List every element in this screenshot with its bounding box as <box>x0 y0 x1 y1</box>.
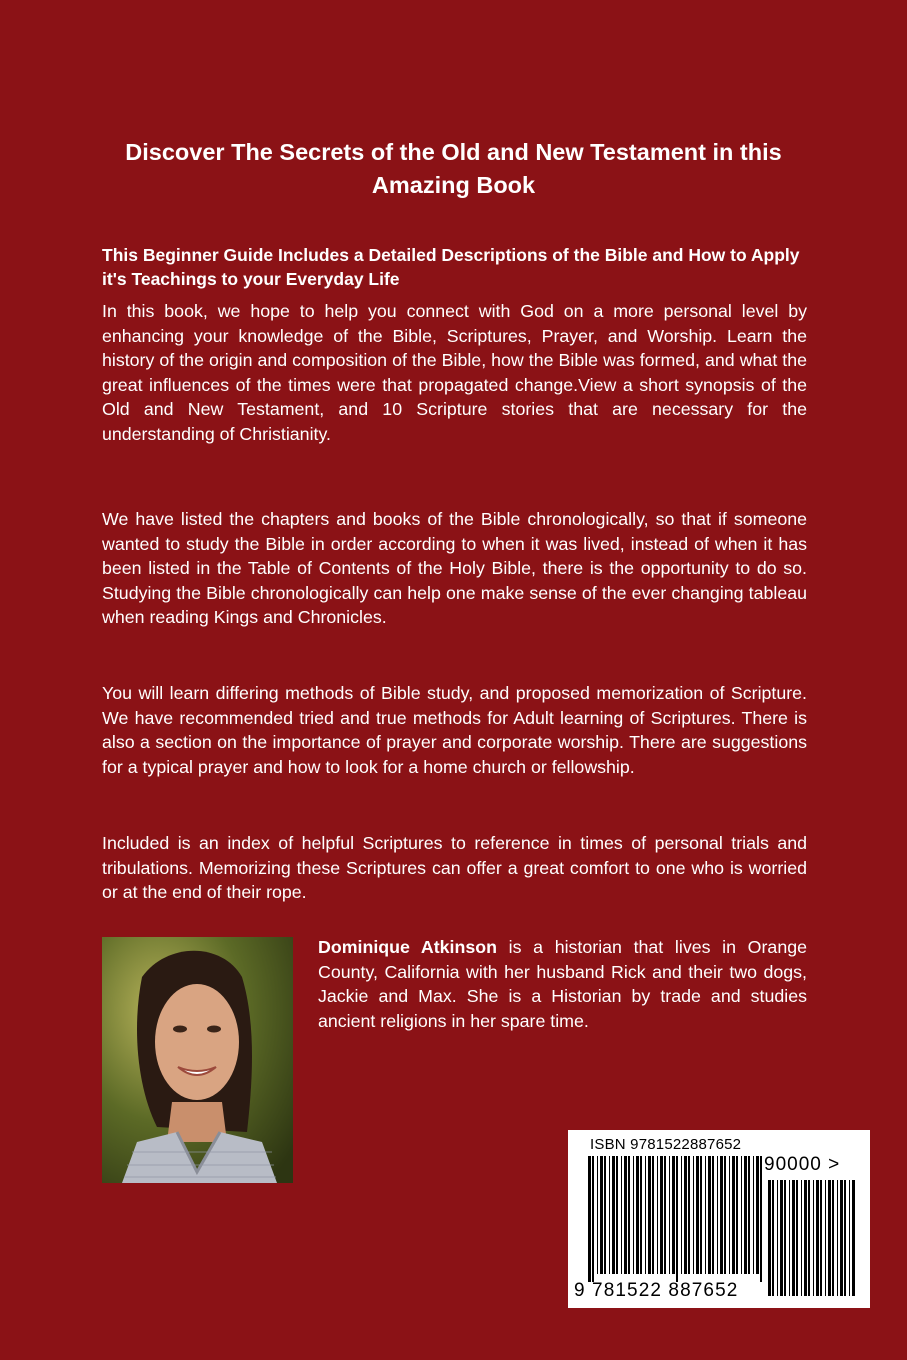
barcode-bar <box>792 1180 795 1296</box>
description-paragraph-1: In this book, we hope to help you connect with God on a more personal level by enhancing your knowledge of the Bible, Scriptures, Prayer, and Worship. Learn the history of the origin and composition of the Bible, how the Bible was formed, and what the great influences of the times were that propagated change.View a short synopsis of the Old and New Testament, and 10 Scripture stories that are necessary for the understanding of Christianity. <box>102 301 807 444</box>
author-portrait-illustration <box>102 937 293 1183</box>
barcode-bar <box>597 1156 598 1274</box>
barcode-bar <box>724 1156 726 1274</box>
barcode-bar <box>645 1156 646 1274</box>
author-bio <box>318 935 807 1033</box>
barcode-bar <box>808 1180 810 1296</box>
barcode-bar <box>700 1156 702 1274</box>
barcode-bar <box>753 1156 754 1274</box>
barcode-bar <box>777 1180 778 1296</box>
barcode-bar <box>636 1156 639 1274</box>
barcode-bar <box>804 1180 807 1296</box>
isbn-barcode <box>568 1130 870 1308</box>
barcode-bar <box>736 1156 738 1274</box>
barcode-bar <box>813 1180 814 1296</box>
barcode-bar <box>784 1180 786 1296</box>
author-name: Dominique Atkinson <box>318 937 497 957</box>
barcode-bar <box>756 1156 759 1274</box>
description-paragraph-4: Included is an index of helpful Scriptures to reference in times of personal trials and tribulations. Memorizing these Scriptures can offer a great comfort to one who is worried or at the end of their rope. <box>102 833 807 902</box>
barcode-bar <box>717 1156 718 1274</box>
subheadline: This Beginner Guide Includes a Detailed Descriptions of the Bible and How to Apply it's Teachings to your Everyday Life <box>102 245 800 289</box>
barcode-bar <box>612 1156 615 1274</box>
barcode-bar <box>681 1156 682 1274</box>
barcode-bar <box>729 1156 730 1274</box>
barcode-bar <box>616 1156 618 1274</box>
barcode-bar <box>600 1156 603 1274</box>
barcode-bar <box>748 1156 750 1274</box>
barcode-bar <box>801 1180 802 1296</box>
barcode-bar <box>780 1180 783 1296</box>
barcode-bar <box>741 1156 742 1274</box>
barcode-bar <box>624 1156 627 1274</box>
barcode-bar <box>837 1180 838 1296</box>
barcode-bar <box>633 1156 634 1274</box>
barcode-bar <box>825 1180 826 1296</box>
barcode-bar <box>588 1156 591 1282</box>
barcode-bar <box>628 1156 630 1274</box>
barcode-bar <box>772 1180 774 1296</box>
barcode-bar <box>669 1156 670 1274</box>
barcode-bar <box>796 1180 798 1296</box>
barcode-bar <box>684 1156 687 1274</box>
barcode-bar <box>760 1156 762 1282</box>
barcode-bar <box>712 1156 714 1274</box>
barcode-bar <box>708 1156 711 1274</box>
barcode-bar <box>840 1180 843 1296</box>
barcode-bar <box>664 1156 666 1274</box>
author-photo <box>102 937 293 1183</box>
price-addon: 90000 > <box>764 1154 841 1175</box>
barcode-bar <box>676 1156 678 1282</box>
barcode-bar <box>640 1156 642 1274</box>
barcode-bar <box>849 1180 850 1296</box>
description-paragraph-3: You will learn differing methods of Bible study, and proposed memorization of Scripture. We have recommended tried and true methods for Adult learning of Scriptures. There is also a section on the importance of prayer and corporate worship. There are suggestions for a typical prayer and how to look for a home church or fellowship. <box>102 683 807 777</box>
barcode-bar <box>705 1156 706 1274</box>
barcode-bar <box>732 1156 735 1274</box>
barcode-bar <box>768 1180 771 1296</box>
ean-digits: 9 781522 887652 <box>574 1280 739 1301</box>
barcode-bar <box>720 1156 723 1274</box>
barcode-bar <box>648 1156 651 1274</box>
barcode-bar <box>652 1156 654 1274</box>
barcode-bar <box>816 1180 819 1296</box>
headline: Discover The Secrets of the Old and New Testament in this Amazing Book <box>125 139 782 198</box>
barcode-bar <box>657 1156 658 1274</box>
barcode-bar <box>832 1180 834 1296</box>
barcode-bar <box>693 1156 694 1274</box>
barcode-bar <box>744 1156 747 1274</box>
barcode-bar <box>688 1156 690 1274</box>
barcode-bar <box>592 1156 594 1282</box>
barcode-bar <box>789 1180 790 1296</box>
barcode-bar <box>621 1156 622 1274</box>
barcode-bar <box>696 1156 699 1274</box>
description-paragraph-2: We have listed the chapters and books of the Bible chronologically, so that if someone wanted to study the Bible in order according to when it was lived, instead of when it has been listed in the Table of Contents of the Holy Bible, there is the opportunity to do so. Studying the Bible chronologically can help one make sense of the ever changing tableau when reading Kings and Chronicles. <box>102 509 807 627</box>
barcode-bar <box>844 1180 846 1296</box>
author-bio-text: is a historian that lives in Orange County, California with her husband Rick and their two dogs, Jackie and Max. She is a Historian by trade and studies ancient religions in her spare time. <box>318 937 807 1031</box>
barcode-bar <box>820 1180 822 1296</box>
barcode-bar <box>852 1180 855 1296</box>
barcode-bar <box>604 1156 606 1274</box>
barcode-bar <box>828 1180 831 1296</box>
barcode-bar <box>609 1156 610 1274</box>
isbn-label: ISBN 9781522887652 <box>590 1136 742 1153</box>
barcode-bar <box>660 1156 663 1274</box>
barcode-bar <box>672 1156 675 1274</box>
